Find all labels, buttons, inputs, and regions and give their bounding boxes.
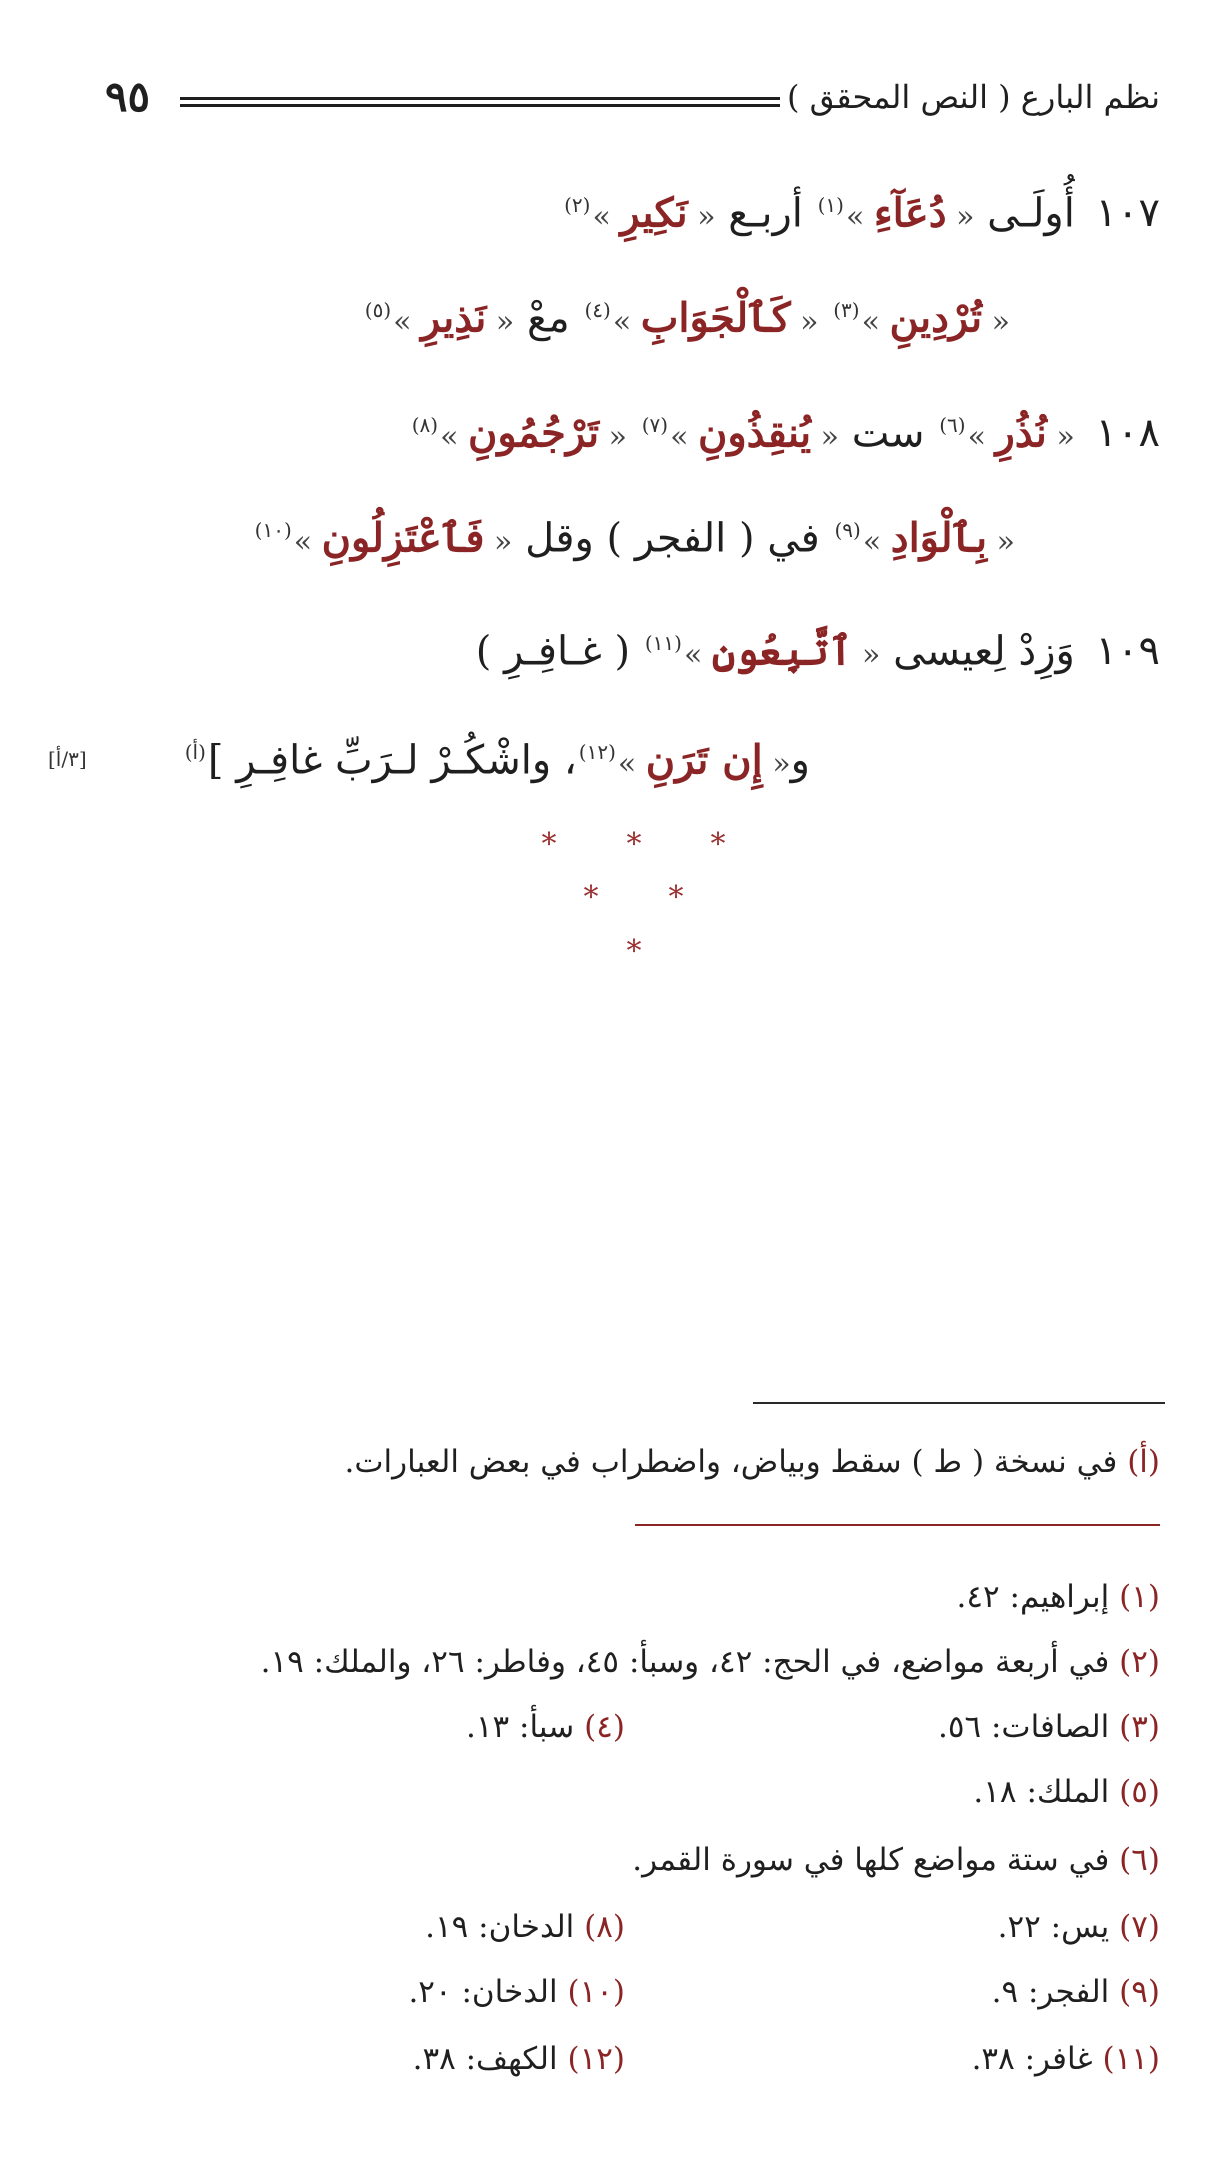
quote-mark: » <box>683 637 712 673</box>
footnote-ref: (٦) <box>939 413 966 437</box>
quote-mark: » <box>670 419 698 455</box>
footnote-item <box>261 1640 1160 1684</box>
quranic-word: تُرْدِينِ <box>889 294 983 342</box>
footnote-text: الملك: ١٨. <box>973 1774 1120 1810</box>
verse-number: ١٠٨ <box>1095 410 1160 457</box>
footnote-text: في نسخة ( ط ) سقط وبياض، واضطراب في بعض العبارات. <box>344 1444 1128 1480</box>
verse-108-hemistich-2 <box>253 500 1015 560</box>
quote-mark: « <box>946 199 975 235</box>
footnote-ref: (٣) <box>833 298 860 322</box>
quote-mark: » <box>440 419 468 455</box>
verse-text: ، واشْكُـرْ لـرَبِّ غافِـرِ ] <box>207 737 577 784</box>
verse-text <box>627 410 640 456</box>
running-title: نظم البارع ( النص المحقق ) <box>786 78 1160 116</box>
quranic-word: يُنقِذُونِ <box>697 409 812 457</box>
footnote-marker: (٥) <box>1119 1774 1160 1810</box>
footnote-ref: (٤) <box>584 298 611 322</box>
footnote-text: سبأ: ١٣. <box>466 1709 585 1745</box>
verse-107-hemistich-2 <box>363 280 1010 340</box>
ornament-star: * <box>626 934 642 969</box>
footnote-text: في أربعة مواضع، في الحج: ٤٢، وسبأ: ٤٥، وفاطر: ٢٦، والملك: ١٩. <box>260 1644 1120 1680</box>
quote-mark: « <box>687 199 716 235</box>
verse-text <box>819 295 832 341</box>
footnote-marker: (١) <box>1119 1579 1160 1615</box>
quranic-word: دُعَآءِ <box>873 189 947 237</box>
footnote-marker: (٨) <box>584 1909 625 1945</box>
footnote-variant <box>345 1440 1161 1484</box>
quote-mark: » <box>293 524 322 560</box>
verse-109-hemistich-1 <box>476 613 1160 673</box>
ornament-star: * <box>541 827 557 862</box>
quote-mark: « <box>811 419 839 455</box>
quote-mark: « <box>790 304 819 340</box>
footnote-ref: (٨) <box>411 413 439 437</box>
quote-mark: » <box>393 304 422 340</box>
footnote-item <box>998 1905 1160 1949</box>
quote-mark: « <box>762 746 791 782</box>
footnote-item <box>973 1770 1160 1814</box>
footnote-ref: (٧) <box>641 413 669 437</box>
quranic-word: تَرْجُمُونِ <box>468 409 600 457</box>
ornament-star: * <box>626 827 642 862</box>
quote-mark: « <box>486 304 515 340</box>
quranic-word: نَكِيرِ <box>620 189 688 237</box>
footnote-marker: (١٠) <box>567 1974 625 2010</box>
quote-mark: « <box>599 419 627 455</box>
footnote-item <box>408 1970 625 2014</box>
footnote-marker: (٩) <box>1119 1974 1160 2010</box>
footnote-ref: (٢) <box>564 193 591 217</box>
verse-number: ١٠٧ <box>1095 190 1160 237</box>
footnote-marker: (٧) <box>1119 1909 1160 1945</box>
verse-text: أُولَـى <box>974 190 1075 237</box>
quote-mark: « <box>1046 419 1075 455</box>
footnote-ref: (١) <box>817 193 844 217</box>
footnote-item <box>413 2037 625 2081</box>
footnote-text: إبراهيم: ٤٢. <box>956 1579 1120 1615</box>
footnote-text: يس: ٢٢. <box>997 1909 1120 1945</box>
footnote-marker: (٦) <box>1119 1842 1160 1878</box>
verse-text: وَزِدْ لِعيسى <box>880 628 1075 675</box>
footnote-ref: (أ) <box>184 740 206 764</box>
footnote-text: الدخان: ١٩. <box>425 1909 585 1945</box>
verse-text: ( غـافِـرِ ) <box>475 628 643 675</box>
footnote-ref: (١٠) <box>254 518 292 542</box>
quote-mark: » <box>617 746 646 782</box>
verse-number: ١٠٩ <box>1095 628 1160 675</box>
footnote-marker: (١١) <box>1102 2041 1160 2077</box>
footnote-red-rule <box>635 1524 1160 1526</box>
quote-mark: » <box>862 524 891 560</box>
quranic-word: كَٱلْجَوَابِ <box>640 294 791 342</box>
quranic-word: إِن تَرَنِ <box>645 736 763 784</box>
quranic-word: نُذُرِ <box>995 409 1047 457</box>
footnote-text: الدخان: ٢٠. <box>408 1974 568 2010</box>
footnote-ref: (٩) <box>834 518 861 542</box>
quote-mark: « <box>987 524 1015 560</box>
verse-text: معْ <box>514 295 583 342</box>
quote-mark: » <box>592 199 621 235</box>
page-number: ٩٥ <box>105 72 151 121</box>
footnote-item <box>466 1705 625 1749</box>
footnote-item <box>972 2037 1160 2081</box>
footnote-marker: (٢) <box>1119 1644 1160 1680</box>
footnote-marker: (١٢) <box>567 2041 625 2077</box>
header-double-rule <box>180 97 780 107</box>
footnote-marker: (٤) <box>584 1709 625 1745</box>
quote-mark: « <box>982 304 1010 340</box>
footnote-ref: (١١) <box>644 631 682 655</box>
footnote-item <box>425 1905 625 1949</box>
quote-mark: » <box>967 419 996 455</box>
footnote-ref: (٥) <box>364 298 392 322</box>
quote-mark: » <box>612 304 641 340</box>
ornament-star: * <box>668 880 684 915</box>
quote-mark: » <box>845 199 874 235</box>
quranic-word: فَٱعْتَزِلُونِ <box>321 514 485 562</box>
footnote-marker: (٣) <box>1119 1709 1160 1745</box>
footnote-text: في ستة مواضع كلها في سورة القمر. <box>632 1842 1120 1878</box>
footnote-marker: (أ) <box>1127 1444 1160 1480</box>
verse-text: في ( الفجر ) وقل <box>512 515 833 562</box>
footnote-text: الكهف: ٣٨. <box>412 2041 568 2077</box>
verse-109-hemistich-2 <box>183 722 810 782</box>
footnote-item <box>938 1705 1160 1749</box>
quranic-word: ٱتَّبِعُونِ <box>711 627 853 675</box>
footnote-ref: (١٢) <box>578 740 616 764</box>
footnote-item <box>992 1970 1160 2014</box>
footnote-text: غافر: ٣٨. <box>971 2041 1103 2077</box>
ornament-star: * <box>583 880 599 915</box>
footnote-item <box>632 1838 1160 1882</box>
ornament-star: * <box>710 827 726 862</box>
verse-108-hemistich-1 <box>410 395 1160 455</box>
quranic-word: بِٱلْوَادِ <box>890 514 988 562</box>
footnote-text: الفجر: ٩. <box>991 1974 1120 2010</box>
quote-mark: « <box>484 524 513 560</box>
page-header <box>105 70 1160 130</box>
quranic-word: نَذِيرِ <box>421 294 487 342</box>
footnote-item <box>957 1575 1161 1619</box>
verse-text: و <box>790 737 810 784</box>
verse-107-hemistich-1 <box>562 175 1160 235</box>
folio-reference: [٣/أ] <box>48 747 87 771</box>
quote-mark: « <box>852 637 881 673</box>
quote-mark: » <box>861 304 890 340</box>
footnote-separator <box>753 1402 1165 1404</box>
footnote-text: الصافات: ٥٦. <box>937 1709 1120 1745</box>
verse-text: ست <box>838 410 938 457</box>
verse-text: أربـع <box>715 190 816 237</box>
